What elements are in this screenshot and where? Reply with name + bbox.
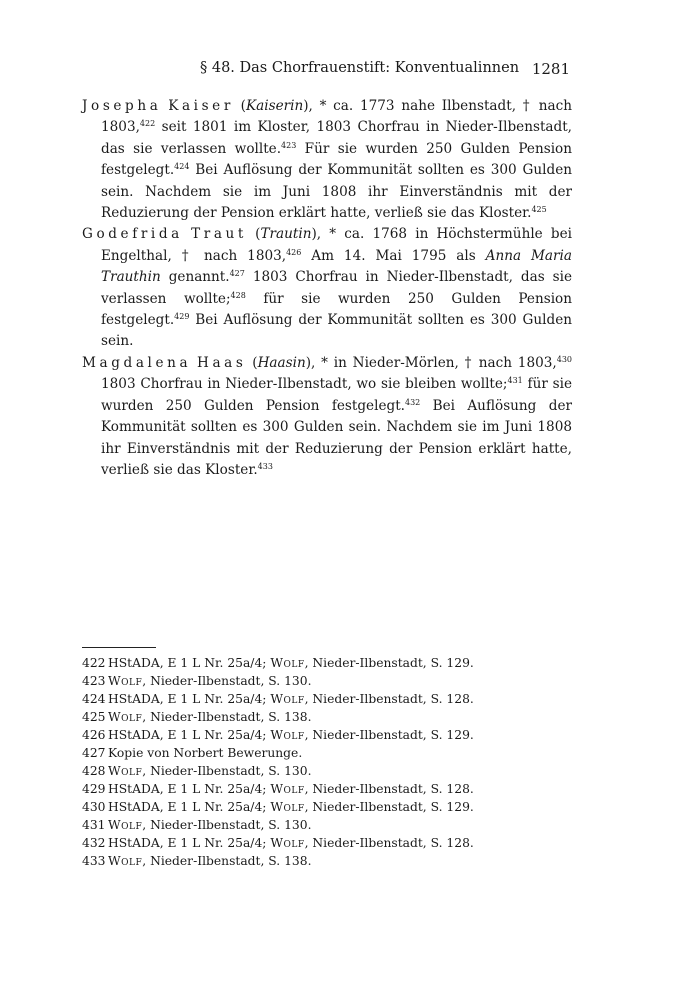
footnote-text: Kopie von Norbert Bewerunge. xyxy=(108,746,303,760)
footnote-author: Wolf xyxy=(270,728,305,742)
footnote-number: 425 xyxy=(82,710,106,724)
footnote xyxy=(82,726,582,744)
footnote-number: 426 xyxy=(82,728,106,742)
footnote-text: HStADA, E 1 L Nr. 25a/4; xyxy=(108,782,271,796)
footnote xyxy=(82,816,582,834)
footnote-text: , Nieder-Ilbenstadt, S. 130. xyxy=(142,818,312,832)
footnote-ref: 431 xyxy=(507,376,523,386)
entry-godefrida-traut: Godefrida Traut (Trautin), * ca. 1768 in Höchstermühle bei Engelthal, † nach 1803,$^{426}$ Am 14. Mai 1795 als Anna Maria Trauthin genannt.$^{427}$ 1803 Chorfrau in Nieder-Ilbenstadt, das sie verlassen wollte;$^{428}$ für sie wurden 250 Gulden Pension festgelegt.$^{429}$ Bei Auflösung der Kommunität sollten es 300 Gulden sein. xyxy=(82,226,572,350)
running-head xyxy=(82,60,620,82)
footnote-number: 422 xyxy=(82,656,106,670)
entry-text: 1803 Chorfrau in Nieder-Ilbenstadt, wo sie bleiben wollte; xyxy=(101,376,508,393)
footnote-author: Wolf xyxy=(270,656,305,670)
footnote-text: , Nieder-Ilbenstadt, S. 129. xyxy=(304,728,474,742)
footnote-ref: 432 xyxy=(404,397,421,407)
footnote-number: 432 xyxy=(82,836,106,850)
footnote xyxy=(82,798,582,816)
entry-text: Bei Auflösung der Kommunität sollten es 300 Gulden sein. xyxy=(101,312,572,350)
entry-text: ), * ca. 1773 nahe Ilbenstadt, † nach 1803, xyxy=(101,98,573,136)
footnote-ref: 428 xyxy=(230,290,246,300)
footnotes xyxy=(82,654,582,870)
footnote-text: , Nieder-Ilbenstadt, S. 129. xyxy=(304,800,474,814)
footnote-text: , Nieder-Ilbenstadt, S. 128. xyxy=(304,692,474,706)
footnote-text: , Nieder-Ilbenstadt, S. 130. xyxy=(142,674,312,688)
footnote-ref: 426 xyxy=(286,247,302,257)
entry-text: seit 1801 im Kloster, 1803 Chorfrau in Nieder-Ilbenstadt, das sie verlassen wollte. xyxy=(101,119,572,157)
footnote-author: Wolf xyxy=(270,782,305,796)
page-number: 1281 xyxy=(531,60,570,78)
footnote xyxy=(82,744,582,762)
footnote-text: , Nieder-Ilbenstadt, S. 129. xyxy=(304,656,474,670)
entry-name-variant: Trautin xyxy=(260,226,312,243)
entry-text: genannt. xyxy=(160,269,230,286)
footnote xyxy=(82,654,582,672)
entry-last-name: Traut xyxy=(191,226,247,243)
footnote-author: Wolf xyxy=(108,764,143,778)
entry-josepha-kaiser: Josepha Kaiser (Kaiserin), * ca. 1773 nahe Ilbenstadt, † nach 1803,$^{422}$ seit 1801 im Kloster, 1803 Chorfrau in Nieder-Ilbenstadt, das sie verlassen wollte.$^{423}$ Für sie wurden 250 Gulden Pension festgelegt.$^{424}$ Bei Auflösung der Kommunität sollten es 300 Gulden sein. Nachdem sie im Juni 1808 ihr Einverständnis mit der Reduzierung der Pension erklärt hatte, verließ sie das Kloster.$^{425}$ xyxy=(82,98,573,222)
footnote-ref: 429 xyxy=(174,312,190,322)
footnote-ref: 430 xyxy=(556,354,573,364)
entry-name-variant: Haasin xyxy=(257,354,306,371)
footnote-number: 423 xyxy=(82,674,106,688)
footnote xyxy=(82,708,582,726)
entry-text: Für sie wurden 250 Gulden Pension festgelegt. xyxy=(101,140,572,179)
entry-text: für sie wurden 250 Gulden Pension festgelegt. xyxy=(101,376,572,414)
entry-text: für sie wurden 250 Gulden Pension festgelegt. xyxy=(101,290,572,329)
footnote xyxy=(82,690,582,708)
footnote xyxy=(82,834,582,852)
footnote-number: 427 xyxy=(82,746,106,760)
footnote-text: HStADA, E 1 L Nr. 25a/4; xyxy=(108,836,271,850)
entry-last-name: Haas xyxy=(197,354,247,371)
footnote-rule xyxy=(82,647,156,648)
entry-magdalena-haas: Magdalena Haas (Haasin), * in Nieder-Mörlen, † nach 1803,$^{430}$ 1803 Chorfrau in Nieder-Ilbenstadt, wo sie bleiben wollte;$^{431}$ für sie wurden 250 Gulden Pension festgelegt.$^{432}$ Bei Auflösung der Kommunität sollten es 300 Gulden sein. Nachdem sie im Juni 1808 ihr Einverständnis mit der Reduzierung der Pension erklärt hatte, verließ sie das Kloster.$^{433}$ xyxy=(82,354,573,478)
entry-text: ), * ca. 1768 in Höchstermühle bei Engelthal, † nach 1803, xyxy=(101,226,572,264)
footnote xyxy=(82,672,582,690)
footnote-number: 429 xyxy=(82,782,106,796)
entry-list xyxy=(82,96,572,481)
footnote xyxy=(82,852,582,870)
footnote xyxy=(82,780,582,798)
footnote-ref: 425 xyxy=(531,205,547,215)
footnote-ref: 422 xyxy=(139,119,156,129)
footnote-text: , Nieder-Ilbenstadt, S. 138. xyxy=(142,710,312,724)
footnote-ref: 423 xyxy=(281,140,297,150)
footnote-ref: 424 xyxy=(174,162,190,172)
entry-first-name: Godefrida xyxy=(82,226,183,243)
footnote-author: Wolf xyxy=(108,854,143,868)
footnote xyxy=(82,762,582,780)
footnote-author: Wolf xyxy=(270,692,305,706)
footnote-text: , Nieder-Ilbenstadt, S. 130. xyxy=(142,764,312,778)
footnote-number: 428 xyxy=(82,764,106,778)
footnote-text: , Nieder-Ilbenstadt, S. 128. xyxy=(304,782,474,796)
footnote-text: HStADA, E 1 L Nr. 25a/4; xyxy=(108,800,271,814)
footnote-author: Wolf xyxy=(108,818,143,832)
entry-text: Bei Auflösung der Kommunität sollten es 300 Gulden sein. Nachdem sie im Juni 1808 ihr Einverständnis mit der Reduzierung der Pension erklärt hatte, verließ sie das Kloster. xyxy=(101,162,572,222)
footnote-author: Wolf xyxy=(270,836,305,850)
footnote-text: , Nieder-Ilbenstadt, S. 138. xyxy=(142,854,312,868)
footnote-author: Wolf xyxy=(108,674,143,688)
running-head-title: § 48. Das Chorfrauenstift: Konventualinnen xyxy=(200,60,520,76)
entry-text: ), * in Nieder-Mörlen, † nach 1803, xyxy=(305,354,557,371)
footnote-text: , Nieder-Ilbenstadt, S. 128. xyxy=(304,836,474,850)
entry-last-name: Kaiser xyxy=(168,98,234,114)
footnote-text: HStADA, E 1 L Nr. 25a/4; xyxy=(108,692,271,706)
entry-text: 1803 Chorfrau in Nieder-Ilbenstadt, das sie verlassen wollte; xyxy=(101,269,572,307)
footnote-number: 424 xyxy=(82,692,106,706)
footnote-ref: 433 xyxy=(257,461,273,471)
footnote-number: 433 xyxy=(82,854,106,868)
entry-text: Bei Auflösung der Kommunität sollten es 300 Gulden sein. Nachdem sie im Juni 1808 ihr Einverständnis mit der Reduzierung der Pension erklärt hatte, verließ sie das Kloster. xyxy=(101,397,572,478)
footnote-ref: 427 xyxy=(229,269,245,279)
entry-first-name: Magdalena xyxy=(82,354,192,371)
footnote-author: Wolf xyxy=(270,800,305,814)
entry-first-name: Josepha xyxy=(82,98,162,114)
entry-text: Am 14. Mai 1795 als xyxy=(301,247,486,264)
footnote-text: HStADA, E 1 L Nr. 25a/4; xyxy=(108,656,271,670)
entry-italic-name: Anna Maria Trauthin xyxy=(101,247,572,286)
footnote-number: 430 xyxy=(82,800,106,814)
entry-name-variant: Kaiserin xyxy=(246,98,304,114)
footnote-text: HStADA, E 1 L Nr. 25a/4; xyxy=(108,728,271,742)
footnote-number: 431 xyxy=(82,818,106,832)
footnote-author: Wolf xyxy=(108,710,143,724)
